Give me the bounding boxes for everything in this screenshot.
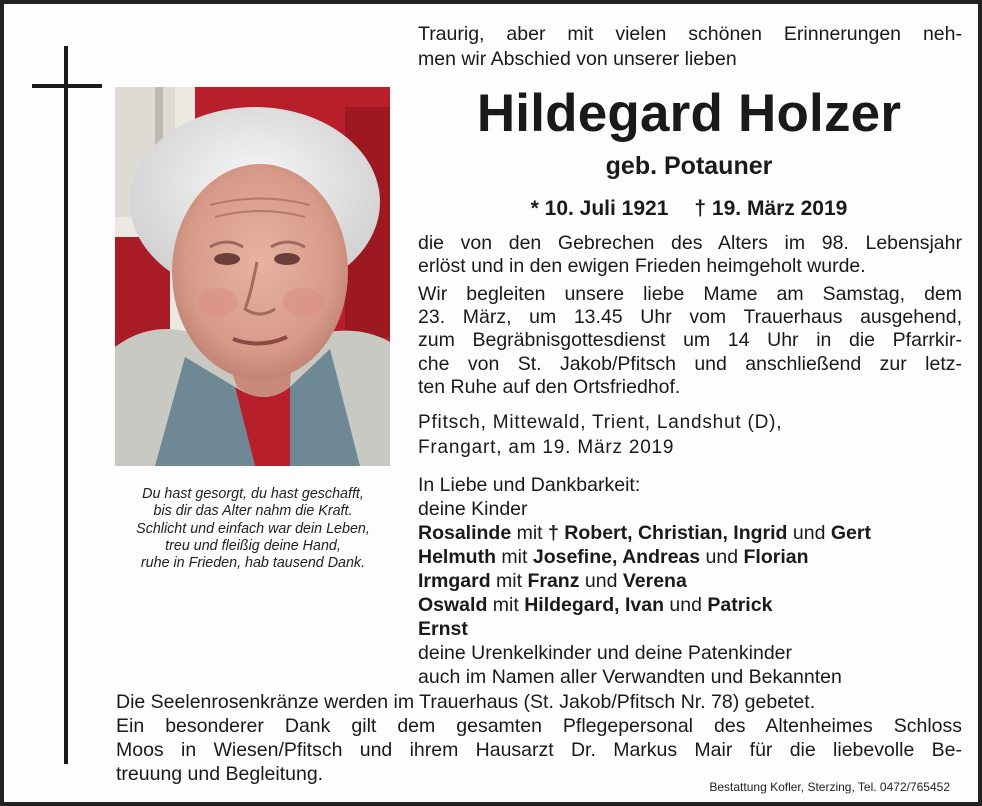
family-connector: und <box>787 522 831 544</box>
family-rows <box>418 521 962 641</box>
place-and-date <box>418 410 962 460</box>
family-name: Verena <box>622 570 687 592</box>
portrait-photo <box>115 87 390 466</box>
undertaker-credit: Bestattung Kofler, Sterzing, Tel. 0472/765452 <box>709 780 950 794</box>
poem-line: treu und fleißig deine Hand, <box>165 537 341 554</box>
maiden-name: geb. Potauner <box>605 152 773 180</box>
rosary-note: Die Seelenrosenkränze werden im Trauerhaus (St. Jakob/Pfitsch Nr. 78) gebetet. <box>116 691 816 713</box>
thanks-line: treuung und Begleitung. <box>116 763 324 785</box>
poem-line: ruhe in Frieden, hab tausend Dank. <box>140 555 366 572</box>
family-name: Patrick <box>707 594 773 616</box>
poem-line: bis dir das Alter nahm die Kraft. <box>153 503 353 520</box>
family-connector: mit <box>511 522 549 544</box>
funeral-announcement <box>418 283 962 399</box>
funeral-line: 23. März, um 13.45 Uhr vom Trauerhaus ausgehend, <box>418 306 962 329</box>
poem-line: Schlicht und einfach war dein Leben, <box>136 520 370 537</box>
thanks-line: Ein besonderer Dank gilt dem gesamten Pflegepersonal des Altenheimes Schloss <box>116 715 962 737</box>
family-name: Helmuth <box>418 546 496 568</box>
family-name: Florian <box>743 546 809 568</box>
cross-icon-horizontal-bar <box>32 84 102 88</box>
death-date: † 19. März 2019 <box>694 197 848 220</box>
family-name: Irmgard <box>418 570 491 592</box>
funeral-line: zum Begräbnisgottesdienst um 14 Uhr in die Pfarrkir- <box>418 329 962 352</box>
release-text <box>418 232 962 278</box>
family-row <box>418 617 962 641</box>
family-row <box>418 569 962 593</box>
release-line: erlöst und in den ewigen Frieden heimgeholt wurde. <box>418 255 866 277</box>
life-dates <box>408 195 970 223</box>
family-connector: und <box>700 546 744 568</box>
family-connector: und <box>664 594 708 616</box>
family-name: Rosalinde <box>418 522 512 544</box>
family-name: Oswald <box>418 594 488 616</box>
family-connector: mit <box>490 570 528 592</box>
birth-date: * 10. Juli 1921 <box>530 197 669 220</box>
relatives-line: auch im Namen aller Verwandten und Bekannten <box>418 666 842 688</box>
footer-text <box>116 690 962 786</box>
family-name: † Robert, Christian, Ingrid <box>548 522 788 544</box>
place-line: Frangart, am 19. März 2019 <box>418 437 675 458</box>
intro-line: Traurig, aber mit vielen schönen Erinnerungen neh- <box>418 23 962 45</box>
thanks-line: Moos in Wiesen/Pfitsch und ihrem Hausarzt Dr. Markus Mair für die liebevolle Be- <box>116 739 962 761</box>
family-connector: mit <box>496 546 533 568</box>
family-row <box>418 545 962 569</box>
funeral-line: che von St. Jakob/Pfitsch und anschließend zur letz- <box>418 352 962 375</box>
place-line: Pfitsch, Mittewald, Trient, Landshut (D), <box>418 412 783 433</box>
poem-line: Du hast gesorgt, du hast geschafft, <box>142 486 364 502</box>
cross-icon-vertical-bar <box>64 46 68 764</box>
family-row <box>418 521 962 545</box>
family-connector: und <box>579 570 623 592</box>
funeral-line: Wir begleiten unsere liebe Mame am Samstag, dem <box>418 283 962 305</box>
family-name: Franz <box>527 570 580 592</box>
family-name: Gert <box>830 522 871 544</box>
mourners-heading: In Liebe und Dankbarkeit: <box>418 474 641 496</box>
family-name: Josefine, Andreas <box>532 546 701 568</box>
family-name: Ernst <box>418 618 468 640</box>
funeral-line: ten Ruhe auf den Ortsfriedhof. <box>418 375 681 398</box>
mourners-list <box>418 473 962 689</box>
children-label: deine Kinder <box>418 498 528 520</box>
grandchildren-line: deine Urenkelkinder und deine Patenkinder <box>418 642 793 664</box>
deceased-name: Hildegard Holzer <box>476 84 902 143</box>
family-name: Hildegard, Ivan <box>524 594 664 616</box>
family-connector: mit <box>487 594 525 616</box>
intro-line: men wir Abschied von unserer lieben <box>418 48 737 70</box>
memorial-poem <box>108 486 398 572</box>
family-row <box>418 593 962 617</box>
release-line: die von den Gebrechen des Alters im 98. Lebensjahr <box>418 232 962 254</box>
intro-text <box>418 22 962 72</box>
